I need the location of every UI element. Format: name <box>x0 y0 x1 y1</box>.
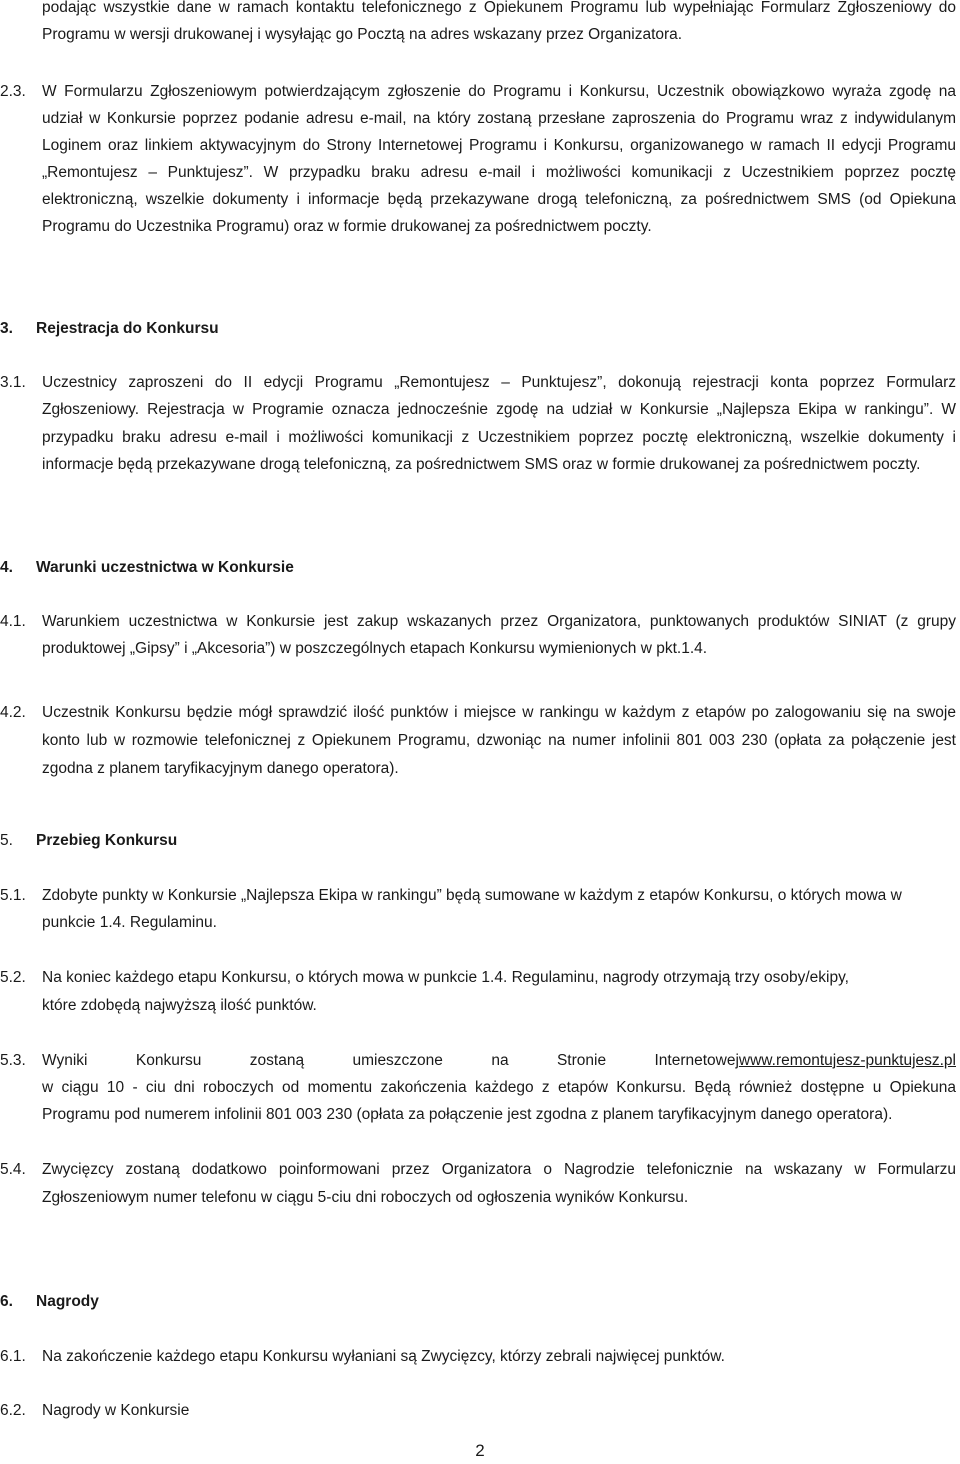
paragraph-text: Uczestnik Konkursu będzie mógł sprawdzić ilość punktów i miejsce w rankingu w każdym z etapów po zalogowaniu się na swoje konto lub w rozmowie telefonicznej z Opiekunem Programu, dzwoniąc na numer infolinii 801 003 230 (opłata za połączenie jest zgodna z planem taryfikacyjnym danego operatora). <box>42 704 956 777</box>
section-5-title: Przebieg Konkursu <box>36 832 178 849</box>
paragraph-text: Nagrody w Konkursie <box>42 1402 190 1419</box>
heading-number: 6. <box>0 1293 13 1310</box>
paragraph-text: Zdobyte punkty w Konkursie „Najlepsza Ekipa w rankingu” będą sumowane w każdym z etapów Konkursu, o których mowa w punkcie 1.4. Regulaminu. <box>42 887 902 931</box>
paragraph-text: Uczestnicy zaproszeni do II edycji Programu „Remontujesz – Punktujesz”, dokonują rejestracji konta poprzez Formularz Zgłoszeniowy. Rejestracja w Programie oznacza jednocześnie zgodę na udział w Konkursie „Najlepsza Ekipa w rankingu”. W przypadku braku adresu e-mail i możliwości komunikacji z Uczestnikiem poprzez pocztę elektroniczną, wszelkie dokumenty i informacje będą przekazywane drogą telefoniczną, za pośrednictwem SMS oraz w formie drukowanej za pośrednictwem poczty. <box>42 374 956 473</box>
paragraph-first-line <box>42 1047 956 1074</box>
heading-number: 4. <box>0 559 13 576</box>
paragraph-text: w ciągu 10 - ciu dni roboczych od momentu zakończenia każdego z etapów Konkursu. Będą również dostępne u Opiekuna Programu pod numerem infolinii 801 003 230 (opłata za połączenie jest zgodna z planem taryfikacyjnym danego operatora). <box>42 1079 956 1123</box>
section-4-heading <box>0 554 13 581</box>
item-number: 5.2. <box>0 969 26 986</box>
item-number: 6.1. <box>0 1348 26 1365</box>
website-link[interactable]: www.remontujesz-punktujesz.pl <box>738 1052 956 1069</box>
section-4-title: Warunki uczestnictwa w Konkursie <box>36 559 294 576</box>
paragraph-text: Na zakończenie każdego etapu Konkursu wyłaniani są Zwycięzcy, którzy zebrali najwięcej punktów. <box>42 1348 725 1365</box>
section-3-title: Rejestracja do Konkursu <box>36 320 219 337</box>
section-3-heading <box>0 315 13 342</box>
paragraph-text: Warunkiem uczestnictwa w Konkursie jest zakup wskazanych przez Organizatora, punktowanych produktów SINIAT (z grupy produktowej „Gipsy” i „Akcesoria”) w poszczególnych etapach Konkursu wymienionych w pkt.1.4. <box>42 613 956 657</box>
item-number: 6.2. <box>0 1402 26 1419</box>
section-6-heading <box>0 1288 13 1315</box>
item-number: 2.3. <box>0 83 26 100</box>
paragraph-text: podając wszystkie dane w ramach kontaktu telefonicznego z Opiekunem Programu lub wypełniając Formularz Zgłoszeniowy do Programu w wersji drukowanej i wysyłając go Pocztą na adres wskazany przez Organizatora. <box>42 0 956 43</box>
paragraph-text: Na koniec każdego etapu Konkursu, o których mowa w punkcie 1.4. Regulaminu, nagrody otrzymają trzy osoby/ekipy, które zdobędą najwyższą ilość punktów. <box>42 969 849 1014</box>
intro-continuation <box>42 0 956 48</box>
paragraph-text: Wyniki Konkursu zostaną umieszczone na Stronie Internetowej <box>42 1052 739 1069</box>
paragraph-text: W Formularzu Zgłoszeniowym potwierdzającym zgłoszenie do Programu i Konkursu, Uczestnik obowiązkowo wyraża zgodę na udział w Konkursie poprzez podanie adresu e-mail, na który zostaną przesłane zaproszenia do Programu wraz z indywidulanym Loginem oraz linkiem aktywacyjnym do Strony Internetowej Programu i Konkursu, organizowanego w ramach II edycji Programu „Remontujesz – Punktujesz”. W przypadku braku adresu e-mail i możliwości komunikacji z Uczestnikiem poprzez pocztę elektroniczną, wszelkie dokumenty i informacje będą przekazywane drogą telefoniczną, za pośrednictwem SMS (od Opiekuna Programu do Uczestnika Programu) oraz w formie drukowanej za pośrednictwem poczty. <box>42 83 956 235</box>
heading-number: 3. <box>0 320 13 337</box>
item-number: 4.1. <box>0 613 26 630</box>
item-number: 3.1. <box>0 374 26 391</box>
section-5-heading <box>0 827 13 854</box>
item-number: 5.3. <box>0 1052 26 1069</box>
page-number: 2 <box>475 1441 485 1460</box>
heading-number: 5. <box>0 832 13 849</box>
item-number: 4.2. <box>0 704 26 721</box>
item-number: 5.4. <box>0 1161 26 1178</box>
section-6-title: Nagrody <box>36 1293 99 1310</box>
item-number: 5.1. <box>0 887 26 904</box>
paragraph-text: Zwycięzcy zostaną dodatkowo poinformowani przez Organizatora o Nagrodzie telefonicznie na wskazany w Formularzu Zgłoszeniowym numer telefonu w ciągu 5-ciu dni roboczych od ogłoszenia wyników Konkursu. <box>42 1161 956 1206</box>
